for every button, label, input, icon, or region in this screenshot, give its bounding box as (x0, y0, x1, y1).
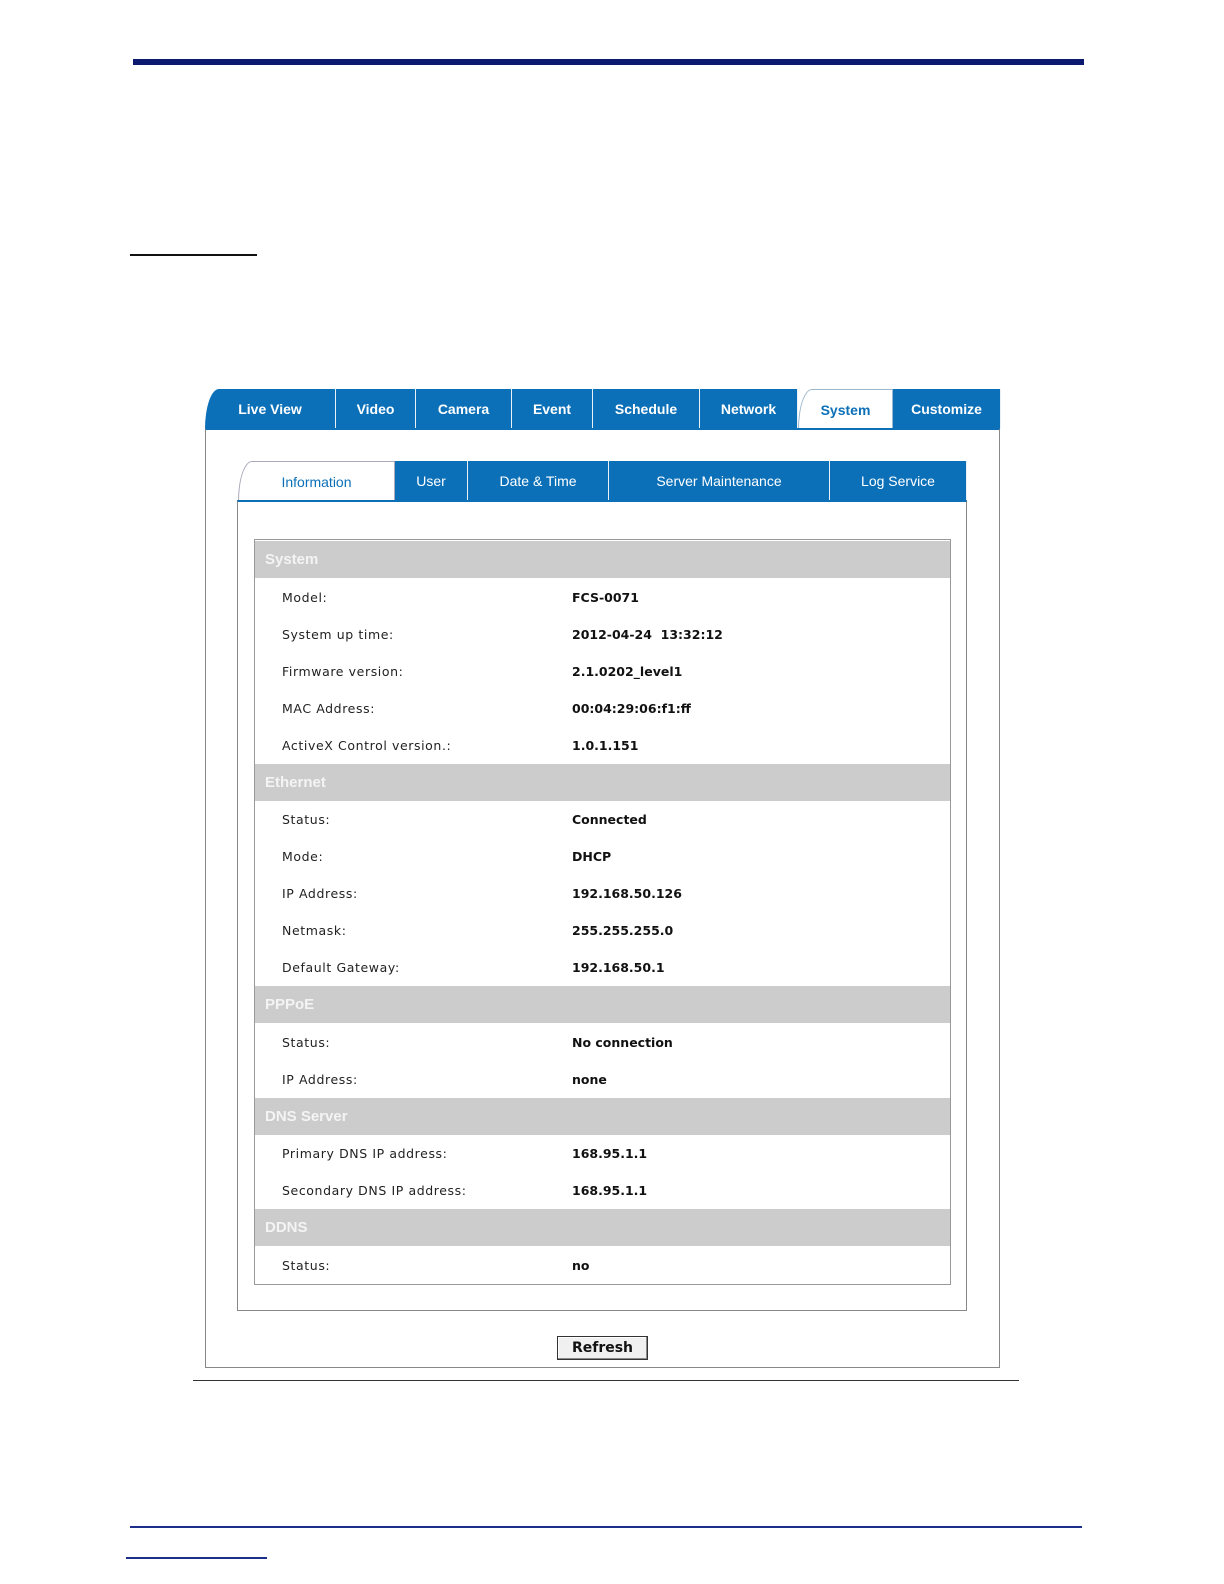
row-label: Status: (282, 1035, 331, 1050)
tab-camera[interactable]: Camera (416, 389, 512, 429)
row-label: Status: (282, 1258, 331, 1273)
row-value: DHCP (572, 849, 612, 864)
row-value: FCS-0071 (572, 590, 639, 605)
info-row-ddns-status (255, 1247, 950, 1284)
row-value: 2012-04-24 13:32:12 (572, 627, 723, 642)
info-row-eth-mode (255, 838, 950, 875)
header-rule (133, 59, 1084, 65)
info-row-pppoe-ip (255, 1061, 950, 1098)
info-row-firmware (255, 653, 950, 690)
row-label: Primary DNS IP address: (282, 1146, 448, 1161)
section-header-ddns: DDNS (255, 1209, 950, 1246)
figure-divider (193, 1380, 1019, 1381)
tab-information[interactable]: Information (238, 461, 395, 501)
row-value: 1.0.1.151 (572, 738, 639, 753)
row-value: 255.255.255.0 (572, 923, 674, 938)
row-value: no (572, 1258, 590, 1273)
main-tab-bar (205, 389, 1001, 429)
info-row-pppoe-status (255, 1024, 950, 1061)
row-label: MAC Address: (282, 701, 376, 716)
row-value: 168.95.1.1 (572, 1146, 648, 1161)
tab-live-view[interactable]: Live View (205, 389, 336, 429)
row-label: Mode: (282, 849, 324, 864)
row-value: 192.168.50.1 (572, 960, 665, 975)
row-value: Connected (572, 812, 647, 827)
footer-rule (130, 1526, 1082, 1528)
row-value: 00:04:29:06:f1:ff (572, 701, 691, 716)
tab-event[interactable]: Event (512, 389, 593, 429)
row-value: none (572, 1072, 607, 1087)
tab-user[interactable]: User (395, 461, 468, 501)
row-value: 168.95.1.1 (572, 1183, 648, 1198)
refresh-button[interactable]: Refresh (557, 1336, 648, 1360)
row-label: Firmware version: (282, 664, 404, 679)
info-row-eth-netmask (255, 912, 950, 949)
info-row-model (255, 579, 950, 616)
row-label: IP Address: (282, 1072, 358, 1087)
row-label: ActiveX Control version.: (282, 738, 452, 753)
row-value: 2.1.0202_level1 (572, 664, 683, 679)
info-row-eth-ip (255, 875, 950, 912)
tab-log-service[interactable]: Log Service (830, 461, 967, 501)
info-row-uptime (255, 616, 950, 653)
row-value: 192.168.50.126 (572, 886, 682, 901)
tab-customize[interactable]: Customize (893, 389, 1001, 429)
heading-underline (130, 254, 257, 256)
row-label: Model: (282, 590, 328, 605)
row-value: No connection (572, 1035, 673, 1050)
info-row-dns-secondary (255, 1172, 950, 1209)
info-row-eth-status (255, 801, 950, 838)
info-row-eth-gateway (255, 949, 950, 986)
section-header-dns: DNS Server (255, 1098, 950, 1135)
footer-short-rule (126, 1557, 267, 1559)
row-label: IP Address: (282, 886, 358, 901)
tab-video[interactable]: Video (336, 389, 416, 429)
row-label: System up time: (282, 627, 394, 642)
row-label: Secondary DNS IP address: (282, 1183, 467, 1198)
info-row-mac (255, 690, 950, 727)
info-row-activex (255, 727, 950, 764)
row-label: Netmask: (282, 923, 347, 938)
section-header-pppoe: PPPoE (255, 986, 950, 1023)
section-header-ethernet: Ethernet (255, 764, 950, 801)
row-label: Default Gateway: (282, 960, 400, 975)
sub-tab-bar (238, 461, 967, 501)
tab-network[interactable]: Network (700, 389, 798, 429)
row-label: Status: (282, 812, 331, 827)
info-row-dns-primary (255, 1135, 950, 1172)
tab-schedule[interactable]: Schedule (593, 389, 700, 429)
tab-server-maintenance[interactable]: Server Maintenance (609, 461, 830, 501)
information-table (254, 539, 951, 1285)
tab-system[interactable]: System (798, 389, 893, 429)
tab-date-time[interactable]: Date & Time (468, 461, 609, 501)
section-header-system: System (255, 541, 950, 578)
